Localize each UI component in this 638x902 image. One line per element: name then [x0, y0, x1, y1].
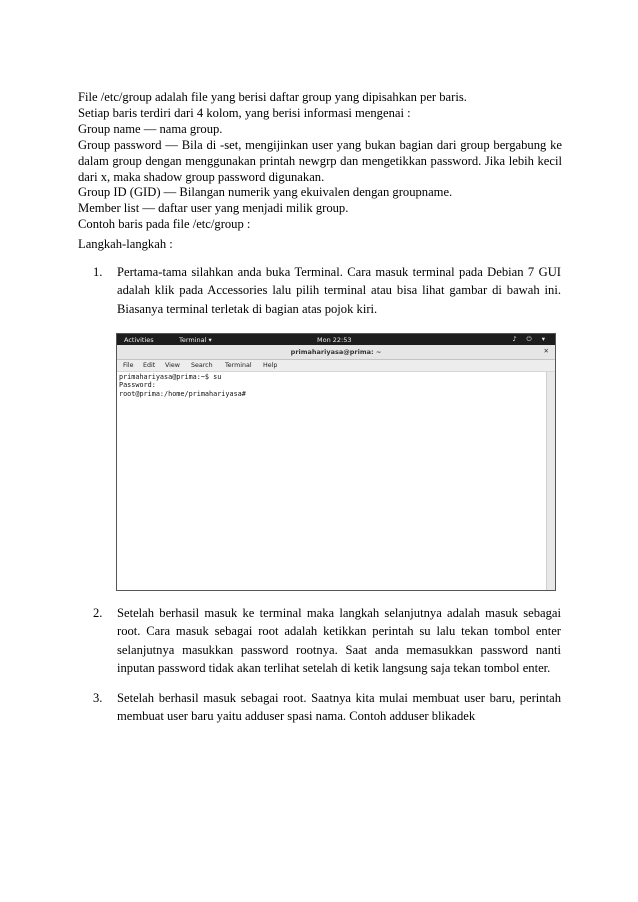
menu-file: File	[123, 362, 134, 369]
steps-heading: Langkah-langkah :	[78, 237, 173, 251]
terminal-scrollbar	[546, 372, 555, 590]
step-number: 2.	[93, 606, 103, 620]
terminal-line: primahariyasa@prima:~$ su	[119, 373, 222, 381]
intro-line: Group name — nama group.	[78, 121, 223, 136]
menu-view: View	[165, 362, 180, 369]
terminal-output	[117, 372, 547, 590]
step-1	[93, 263, 561, 318]
terminal-menu-bar	[117, 360, 555, 372]
menu-edit: Edit	[143, 362, 156, 369]
intro-line: Setiap baris terdiri dari 4 kolom, yang berisi informasi mengenai :	[78, 105, 411, 120]
menu-search: Search	[191, 362, 213, 369]
step-2	[93, 604, 561, 677]
activities-label: Activities	[124, 335, 154, 344]
system-tray-icons: ♪ ⏻ ▾	[512, 335, 549, 343]
intro-line: Contoh baris pada file /etc/group :	[78, 217, 251, 232]
terminal-line: Password:	[119, 381, 156, 390]
intro-line: File /etc/group adalah file yang berisi daftar group yang dipisahkan per baris.	[78, 90, 467, 104]
intro-paragraph	[78, 90, 562, 233]
intro-line: Member list — daftar user yang menjadi milik group.	[78, 201, 349, 216]
menu-terminal: Terminal	[225, 362, 252, 369]
terminal-window-title: primahariyasa@prima: ~	[290, 348, 382, 356]
terminal-title-bar	[117, 345, 555, 360]
close-icon: ✕	[543, 347, 549, 355]
terminal-line: root@prima:/home/primahariyasa#	[119, 389, 246, 398]
step-text: Setelah berhasil masuk ke terminal maka langkah selanjutnya adalah masuk sebagai root. Cara masuk sebagai root adalah ketikkan perintah su lalu tekan tombol enter selanjutnya masukkan password rootnya. Saat anda memasukkan password nanti inputan password tidak akan terlihat setelah di ketik langsung saja tekan tombol enter.	[117, 606, 561, 675]
gnome-top-bar	[117, 334, 555, 345]
intro-line: Group password — Bila di -set, mengijinkan user yang bukan bagian dari group bergabung ke dalam group dengan menggunakan printah newgrp dan mengetikkan password. Jika lebih kecil dari x, maka shadow group password digunakan.	[78, 137, 562, 184]
step-number: 3.	[93, 691, 103, 705]
clock-label: Mon 22:53	[317, 335, 352, 344]
step-text: Pertama-tama silahkan anda buka Terminal. Cara masuk terminal pada Debian 7 GUI adalah klik pada Accessories lalu pilih terminal atau bisa lihat gambar di bawah ini. Biasanya terminal terletak di bagian atas pojok kiri.	[117, 265, 561, 316]
step-text: Setelah berhasil masuk sebagai root. Saatnya kita mulai membuat user baru, perintah membuat user baru yaitu adduser spasi nama. Contoh adduser blikadek	[117, 691, 561, 724]
step-number: 1.	[93, 265, 103, 279]
app-menu-label: Terminal ▾	[179, 335, 212, 344]
step-3	[93, 689, 561, 726]
menu-help: Help	[263, 362, 278, 369]
intro-line: Group ID (GID) — Bilangan numerik yang ekuivalen dengan groupname.	[78, 185, 453, 200]
terminal-screenshot	[116, 333, 556, 591]
